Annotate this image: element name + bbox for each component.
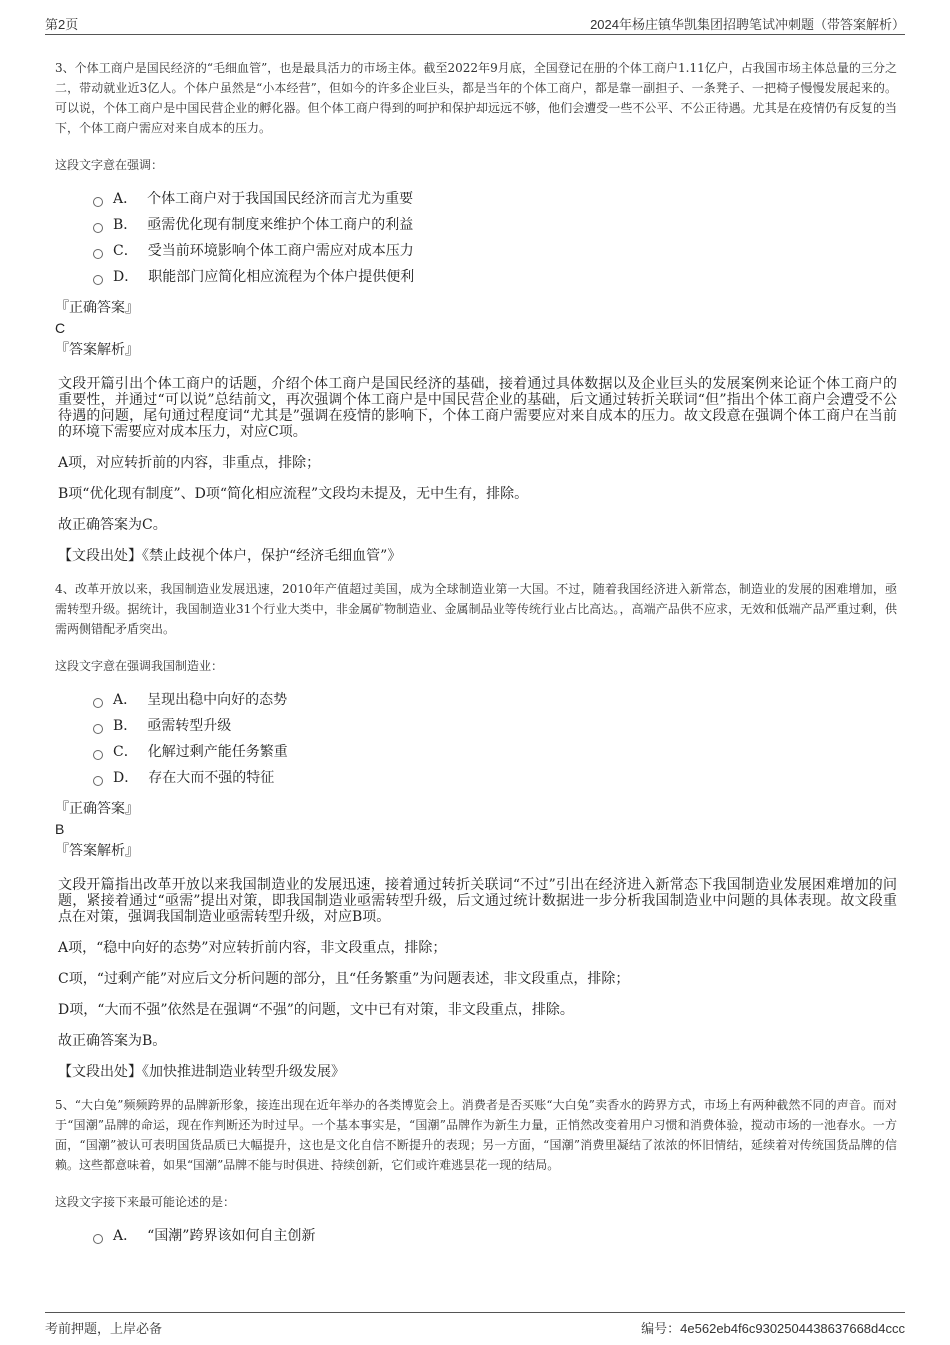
document-id: 编号：4e562eb4f6c9302504438637668d4ccc [641,1321,905,1336]
footer-slogan: 考前押题，上岸必备 [45,1321,163,1336]
option-key: D． [113,269,139,285]
analysis-text: 文段开篇引出个体工商户的话题，介绍个体工商户是国民经济的基础，接着通过具体数据以及企业巨头的发展案例来论证个体工商户的重要性，并通过“可以说”总结前文，再次强调个体工商户是中国民营企业的基础，后文通过转折关联词“但”指出个体工商户会遭受不公待遇的问题，尾句通过程度词“尤其是”强调在疫情的影响下，个体工商户需要应对来自成本的压力。故文段意在强调个体工商户在当前的环境下需要应对成本压力，对应C项。 [58,376,897,440]
radio-icon[interactable] [93,698,103,708]
option-b[interactable] [93,717,897,743]
analysis-text: 文段开篇指出改革开放以来我国制造业的发展迅速，接着通过转折关联词“不过”引出在经济进入新常态下我国制造业发展困难增加的问题，紧接着通过“亟需”提出对策，即我国制造业亟需转型升级，后文通过统计数据进一步分析我国制造业中问题的具体表现。故文段重点在对策，强调我国制造业亟需转型升级，对应B项。 [58,877,897,925]
question-text: 3、个体工商户是国民经济的“毛细血管”，也是最具活力的市场主体。截至2022年9月底，全国登记在册的个体工商户1.11亿户，占我国市场主体总量的三分之二，带动就业近3亿人。个体户虽然是“小本经营”，但如今的许多企业巨头，都是当年的个体工商户，都是靠一副担子、一条凳子、一把椅子慢慢发展起来的。可以说，个体工商户是中国民营企业的孵化器。但个体工商户得到的呵护和保护却远远不够，他们会遭受一些不公平、不公正待遇。尤其是在疫情仍有反复的当下，个体工商户需应对来自成本的压力。 [55,61,897,135]
option-text: “国潮”跨界该如何自主创新 [147,1228,316,1244]
option-c[interactable] [93,743,897,769]
question-block [55,1095,897,1253]
analysis-point: B项“优化现有制度”、D项“简化相应流程”文段均未提及，无中生有，排除。 [58,486,529,502]
option-key: A． [113,1228,138,1244]
option-text: 存在大而不强的特征 [148,770,275,786]
option-key: A． [113,692,138,708]
option-key: B． [113,718,138,734]
option-list [93,691,897,795]
question-text: 5、“大白兔”频频跨界的品牌新形象，接连出现在近年举办的各类博览会上。消费者是否买账“大白兔”卖香水的跨界方式，市场上有两种截然不同的声音。而对于“国潮”品牌的命运，现在作判断还为时过早。一个基本事实是，“国潮”品牌作为新生力量，正悄然改变着用户习惯和消费体验，搅动市场的一池春水。一方面，“国潮”被认可表明国货品质已大幅提升，这也是文化自信不断提升的表现；另一方面，“国潮”消费里凝结了浓浓的怀旧情结，延续着对传统国货品牌的信赖。这些都意味着，如果“国潮”品牌不能与时俱进、持续创新，它们或许难逃昙花一现的结局。 [55,1098,897,1172]
option-text: 受当前环境影响个体工商户需应对成本压力 [147,243,414,259]
question-block [55,58,897,565]
option-key: D． [113,770,139,786]
question-text: 4、改革开放以来，我国制造业发展迅速，2010年产值超过美国，成为全球制造业第一大国。不过，随着我国经济进入新常态，制造业的发展的困难增加，亟需转型升级。据统计，我国制造业31个行业大类中，非金属矿物制造业、金属制品业等传统行业占比高达。，高端产品供不应求，无效和低端产品严重过剩，供需两侧错配矛盾突出。 [55,582,897,636]
analysis-point: 故正确答案为C。 [58,517,167,533]
option-key: C． [113,243,138,259]
source-citation: 【文段出处】《加快推进制造业转型升级发展》 [58,1064,345,1080]
option-a[interactable] [93,691,897,717]
analysis-point: C项，“过剩产能”对应后文分析问题的部分，且“任务繁重”为问题表述，非文段重点，排除； [58,971,630,987]
analysis-label: 『答案解析』 [55,843,139,859]
option-text: 呈现出稳中向好的态势 [147,692,288,708]
answer-label: 『正确答案』 [55,300,139,316]
radio-icon[interactable] [93,776,103,786]
option-list [93,190,897,294]
option-d[interactable] [93,769,897,795]
option-text: 个体工商户对于我国国民经济而言尤为重要 [147,191,414,207]
page-header [45,10,905,35]
page-number: 第2页 [45,17,79,32]
question-block [55,579,897,1081]
answer-value: B [55,821,65,837]
option-a[interactable] [93,190,897,216]
option-key: C． [113,744,138,760]
question-prompt: 这段文字接下来最可能论述的是： [55,1195,236,1209]
question-prompt: 这段文字意在强调： [55,158,164,172]
option-a[interactable] [93,1227,897,1253]
radio-icon[interactable] [93,750,103,760]
radio-icon[interactable] [93,249,103,259]
analysis-point: A项，“稳中向好的态势”对应转折前内容，非文段重点，排除； [58,940,447,956]
answer-value: C [55,320,66,336]
option-b[interactable] [93,216,897,242]
option-text: 职能部门应简化相应流程为个体户提供便利 [148,269,415,285]
radio-icon[interactable] [93,275,103,285]
analysis-label: 『答案解析』 [55,342,139,358]
analysis-point: A项，对应转折前的内容，非重点，排除； [58,455,321,471]
radio-icon[interactable] [93,724,103,734]
question-prompt: 这段文字意在强调我国制造业： [55,659,224,673]
option-text: 亟需优化现有制度来维护个体工商户的利益 [147,217,414,233]
option-list [93,1227,897,1253]
source-citation: 【文段出处】《禁止歧视个体户，保护“经济毛细血管”》 [58,548,402,564]
option-key: B． [113,217,138,233]
analysis-point: D项，“大而不强”依然是在强调“不强”的问题，文中已有对策，非文段重点，排除。 [58,1002,574,1018]
page-footer [45,1312,905,1337]
radio-icon[interactable] [93,197,103,207]
answer-label: 『正确答案』 [55,801,139,817]
analysis-point: 故正确答案为B。 [58,1033,167,1049]
document-title: 2024年杨庄镇华凯集团招聘笔试冲刺题（带答案解析） [590,17,905,32]
page-content [55,58,897,1257]
option-c[interactable] [93,242,897,268]
option-text: 亟需转型升级 [147,718,232,734]
option-key: A． [113,191,138,207]
radio-icon[interactable] [93,1234,103,1244]
radio-icon[interactable] [93,223,103,233]
option-d[interactable] [93,268,897,294]
option-text: 化解过剩产能任务繁重 [147,744,288,760]
